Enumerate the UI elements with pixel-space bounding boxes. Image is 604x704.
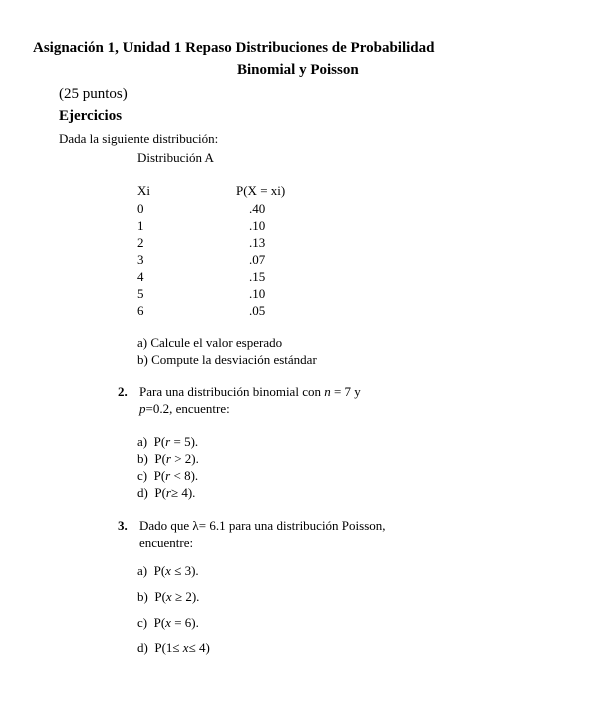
q3-item-d: d) P(1≤ x≤ 4) — [137, 640, 210, 655]
table-cell-x: 4 — [137, 269, 144, 284]
intro-text: Dada la siguiente distribución: — [59, 131, 219, 146]
q2-item-c: c) P(r < 8). — [137, 468, 199, 483]
q3-item-b: b) P(x ≥ 2). — [137, 589, 200, 604]
table-header-p: P(X = xi) — [236, 183, 286, 198]
table-cell-x: 1 — [137, 218, 144, 233]
q2-item-a: a) P(r = 5). — [137, 434, 199, 449]
distribution-name: Distribución A — [137, 150, 214, 165]
points-label: (25 puntos) — [59, 86, 128, 102]
assignment-subtitle: Binomial y Poisson — [237, 62, 359, 78]
q2-number: 2. — [118, 384, 128, 399]
q2-item-b: b) P(r > 2). — [137, 451, 199, 466]
table-cell-p: .05 — [249, 303, 266, 318]
table-cell-p: .07 — [249, 252, 266, 267]
q2-line1: Para una distribución binomial con n = 7 y — [139, 384, 361, 399]
table-cell-p: .10 — [249, 286, 266, 301]
table-cell-p: .13 — [249, 235, 266, 250]
table-cell-x: 0 — [137, 201, 144, 216]
q3-line1: Dado que λ= 6.1 para una distribución Poisson, — [139, 518, 386, 533]
table-cell-x: 3 — [137, 252, 144, 267]
q2-item-d: d) P(r≥ 4). — [137, 485, 196, 500]
q3-line2: encuentre: — [139, 535, 194, 550]
table-header-x: Xi — [137, 183, 150, 198]
section-heading: Ejercicios — [59, 108, 123, 124]
q2-line2: p=0.2, encuentre: — [139, 401, 230, 416]
table-cell-p: .15 — [249, 269, 266, 284]
assignment-title: Asignación 1, Unidad 1 Repaso Distribuciones de Probabilidad — [33, 40, 435, 56]
q1-item-b: b) Compute la desviación estándar — [137, 352, 317, 367]
q1-item-a: a) Calcule el valor esperado — [137, 335, 283, 350]
table-cell-p: .40 — [249, 201, 266, 216]
table-cell-x: 5 — [137, 286, 144, 301]
table-cell-x: 2 — [137, 235, 144, 250]
q3-item-a: a) P(x ≤ 3). — [137, 563, 199, 578]
table-cell-x: 6 — [137, 303, 144, 318]
q3-number: 3. — [118, 518, 128, 533]
q3-item-c: c) P(x = 6). — [137, 615, 199, 630]
table-cell-p: .10 — [249, 218, 266, 233]
